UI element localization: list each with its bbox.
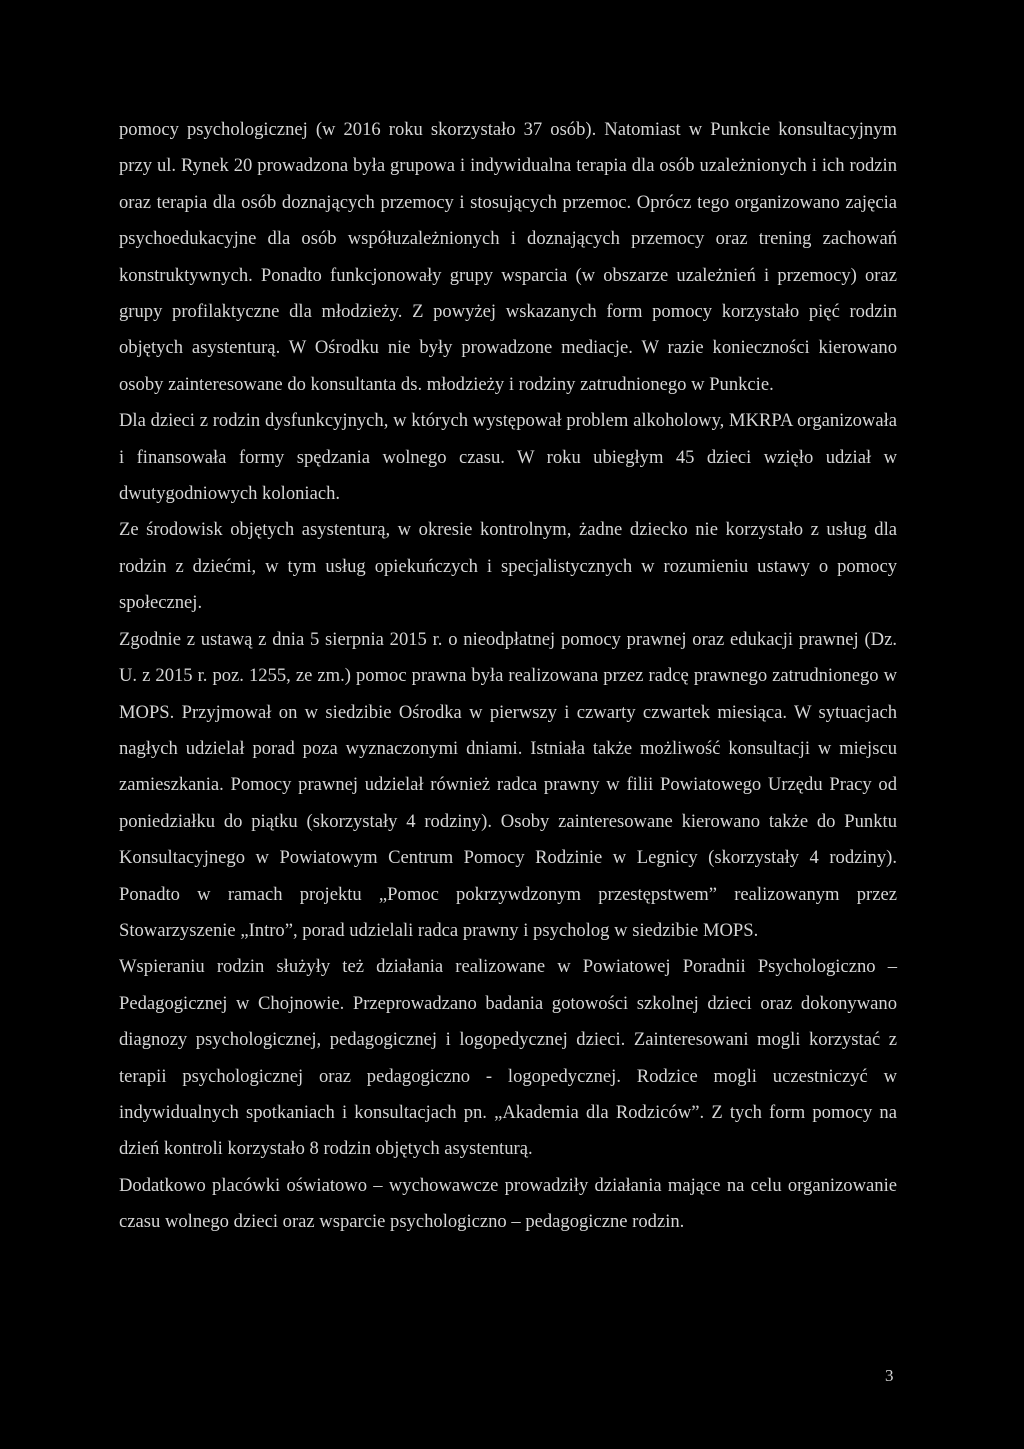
page-number: 3 [885, 1366, 894, 1385]
paragraph-children-activities: Dla dzieci z rodzin dysfunkcyjnych, w których występował problem alkoholowy, MKRPA organizowała i finansowała formy spędzania wolnego czasu. W roku ubiegłym 45 dzieci wzięło udział w dwutygodniowych koloniach. [119, 410, 897, 505]
paragraph-family-services: Ze środowisk objętych asystenturą, w okresie kontrolnym, żadne dziecko nie korzystało z usług dla rodzin z dziećmi, w tym usług opiekuńczych i specjalistycznych w rozumieniu ustawy o pomocy społecznej. [119, 519, 897, 614]
paragraph-educational-institutions: Dodatkowo placówki oświatowo – wychowawcze prowadziły działania mające na celu organizowanie czasu wolnego dzieci oraz wsparcie psychologiczno – pedagogiczne rodzin. [119, 1174, 897, 1233]
paragraph-legal-psych-help: pomocy psychologicznej (w 2016 roku skorzystało 37 osób). Natomiast w Punkcie konsultacyjnym przy ul. Rynek 20 prowadzona była grupowa i indywidualna terapia dla osób uzależnionych i ich rodzin oraz terapia dla osób doznających przemocy i stosujących przemoc. Oprócz tego organizowano zajęcia psychoedukacyjne dla osób współuzależnionych i doznających przemocy oraz trening zachowań konstruktywnych. Ponadto funkcjonowały grupy wsparcia (w obszarze uzależnień i przemocy) oraz grupy profilaktyczne dla młodzieży. Z powyżej wskazanych form pomocy korzystało pięć rodzin objętych asystenturą. W Ośrodku nie były prowadzone mediacje. W razie konieczności kierowano osoby zainteresowane do konsultanta ds. młodzieży i rodziny zatrudnionego w Punkcie. [119, 119, 897, 395]
paragraph-legal-aid: Zgodnie z ustawą z dnia 5 sierpnia 2015 r. o nieodpłatnej pomocy prawnej oraz edukacji prawnej (Dz. U. z 2015 r. poz. 1255, ze zm.) pomoc prawna była realizowana przez radcę prawnego zatrudnionego w MOPS. Przyjmował on w siedzibie Ośrodka w pierwszy i czwarty czwartek miesiąca. W sytuacjach nagłych udzielał porad poza wyznaczonymi dniami. Istniała także możliwość konsultacji w miejscu zamieszkania. Pomocy prawnej udzielał również radca prawny w filii Powiatowego Urzędu Pracy od poniedziałku do piątku (skorzystały 4 rodziny). Osoby zainteresowane kierowano także do Punktu Konsultacyjnego w Powiatowym Centrum Pomocy Rodzinie w Legnicy (skorzystały 4 rodziny). Ponadto w ramach projektu „Pomoc pokrzywdzonym przestępstwem” realizowanym przez Stowarzyszenie „Intro”, porad udzielali radca prawny i psycholog w siedzibie MOPS. [119, 628, 897, 941]
document-body [119, 112, 897, 1241]
paragraph-counselling-clinic: Wspieraniu rodzin służyły też działania realizowane w Powiatowej Poradnii Psychologiczno – Pedagogicznej w Chojnowie. Przeprowadzano badania gotowości szkolnej dzieci oraz dokonywano diagnozy psychologicznej, pedagogicznej i logopedycznej dzieci. Zainteresowani mogli korzystać z terapii psychologicznej oraz pedagogiczno - logopedycznej. Rodzice mogli uczestniczyć w indywidualnych spotkaniach i konsultacjach pn. „Akademia dla Rodziców”. Z tych form pomocy na dzień kontroli korzystało 8 rodzin objętych asystenturą. [119, 956, 897, 1160]
